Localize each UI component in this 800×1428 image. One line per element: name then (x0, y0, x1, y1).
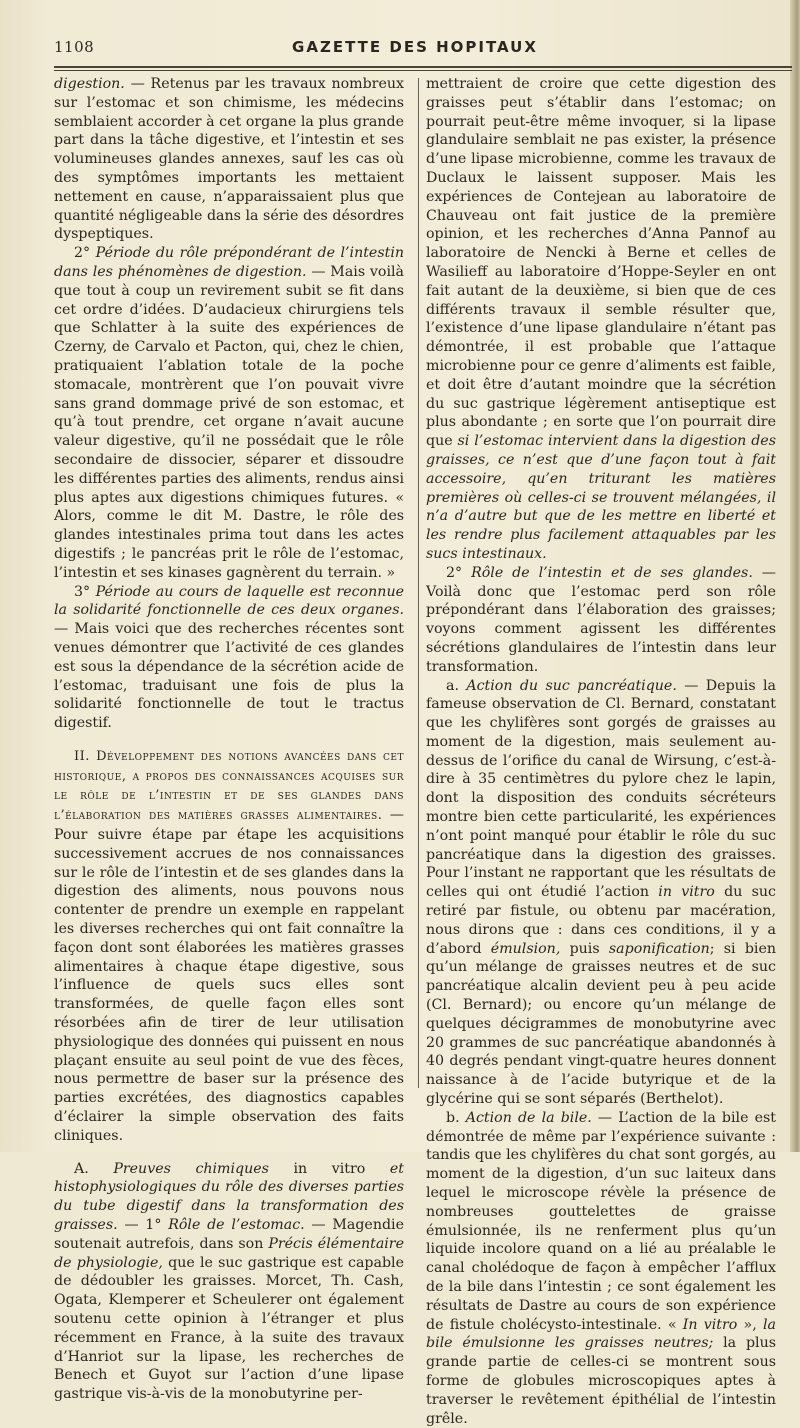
header-rule-thick (54, 66, 792, 68)
italic-text: In vitro (682, 1316, 738, 1333)
journal-title: GAZETTE DES HOPITAUX (292, 38, 538, 56)
paragraph-text: — Mais voici que des recherches récentes sont venues démontrer que l’activité de ces glandes est sous la dépendance de la sécrétion acide de l’estomac, traduisant une fois de plus la solidarité fonctionnelle de tout le tractus digestif. (54, 621, 404, 732)
paragraph-text: la plus grande partie de celles-ci se montrent sous forme de globules microscopiques aptes à traverser le revêtement épithélial de l’intestin grêle. (426, 1335, 776, 1427)
paragraph-number: 3° (74, 583, 96, 600)
paragraph-text: du suc retiré par fistule, ou obtenu par macération, nous dirons que : dans ces conditions, il y a d’abord (426, 884, 777, 957)
spacer (54, 1146, 404, 1160)
paragraph-letter: b. (446, 1109, 466, 1126)
page-header (54, 36, 776, 58)
italic-text: in vitro (658, 884, 715, 901)
paragraph-text: que le suc gastrique est capable de dédoubler les graisses. Morcet, Th. Cash, Ogata, Klemperer et Scheulerer ont également soutenu cette opinion à l’étranger et plus récemment en France, à la suite des travaux d’Hanriot sur la lipase, les recherches de Benech et Guyot sur l’action d’une lipase gastrique vis-à-vis de la monobutyrine per- (54, 1254, 404, 1403)
paragraph (426, 564, 776, 677)
paragraph-text: — L’action de la bile est démontrée de même par l’expérience suivante : tandis que les chylifères du chat sont gorgés, au moment de la digestion, d’un suc laiteux dans lequel le microscope révèle la présence de nombreuses gouttelettes de graisse émulsionnée, ils ne renferment plus qu’un liquide incolore quand on a lié au préalable le canal cholédoque de façon à empêcher l’afflux de la bile dans l’intestin ; ce sont également les résultats de Dastre au cours de son expérience de fistule cholécysto-intestinale. « (426, 1109, 776, 1333)
paragraph-text: — Magendie soutenait autrefois, dans son (54, 1217, 404, 1252)
paragraph-text: ; si bien qu’un mélange de graisses neutres et de suc pancréatique alcalin devient peu à peu acide (Cl. Bernard); ou encore qu’un mélange de quelques décigrammes de monobutyrine avec 20 grammes de suc pancréatique abandonnés à 40 degrés pendant vingt-quatre heures donnent naissance à de l’acide butyrique et de la glycérine qui se sont séparés (Berthelot). (426, 940, 776, 1108)
column-divider (418, 78, 419, 1088)
paragraph (426, 75, 776, 564)
paragraph-text: in vitro (268, 1160, 390, 1177)
paragraph (426, 677, 776, 1109)
italic-heading: Action de la bile. (465, 1109, 592, 1126)
italic-heading: Période du rôle prépondérant de l’intestin dans les phénomènes de digestion. (54, 245, 404, 280)
paragraph (54, 1160, 404, 1404)
page-number: 1108 (54, 38, 95, 56)
italic-heading: et histophysiologiques du rôle des diverses parties du tube digestif dans la transformation des graisses. (54, 1160, 404, 1234)
italic-title: Précis élémentaire de physiologie, (54, 1235, 404, 1271)
paragraph (54, 244, 404, 582)
paragraph-text: — Retenus par les travaux nombreux sur l’estomac et son chimisme, les médecins semblaient accorder à cet organe la plus grande part dans la tâche digestive, et l’intestin et ses volumineuses glandes annexes, sauf les cas où des symptômes importants les mettaient nettement en cause, n’apparaissaient plus que quantité négligeable dans la série des désordres dyspeptiques. (54, 76, 404, 243)
page-edge (790, 0, 800, 1152)
left-column (54, 75, 404, 1404)
paragraph-text: mettraient de croire que cette digestion des graisses peut s’établir dans l’estomac; on pourrait peut-être même invoquer, si la lipase glandulaire semblait ne pas exister, la présence d’une lipase microbienne, comme les travaux de Duclaux le laissent supposer. Mais les expériences de Contejean au laboratoire de Chauveau ont fait justice de la première opinion, et les recherches d’Anna Pannof au laboratoire de Nencki à Berne et celles de Wasilieff au laboratoire d’Hoppe-Seyler en ont fait autant de la deuxième, si bien que de ces différents travaux il semble résulter que, l’existence d’une lipase glandulaire n’étant pas démontrée, il est probable que l’attaque microbienne pour ce genre d’aliments est faible, et doit être d’autant moindre que la sécrétion du suc gastrique légèrement antiseptique est plus abondante ; en sorte que l’on pourrait dire que (426, 76, 776, 450)
spacer (54, 733, 404, 747)
italic-text: digestion. (54, 76, 125, 92)
paragraph-text: — Pour suivre étape par étape les acquisitions successivement accrues de nos connaissances sur le rôle de l’intestin et de ses glandes dans la digestion des aliments, nous pouvons nous contenter de prendre un exemple en rappelant les diverses recherches qui ont fait connaître la façon dont sont élaborées les matières grasses alimentaires à chaque étape digestive, sous l’influence de quels sucs elles sont transformées, de quelle façon elles sont résorbées afin de tirer de leur utilisation physiologique des données qui puissent en nous plaçant ensuite au seul point de vue des fèces, nous permettre de baser sur la présence des parties excrétées, des diagnostics capables d’éclairer la simple observation des faits cliniques. (54, 807, 404, 1144)
paragraph-text: — Mais voilà que tout à coup un revirement subit se fit dans cet ordre d’idées. D’audacieux chirurgiens tels que Schlatter à la suite des expériences de Czerny, de Carvalo et Pacton, qui, chez le chien, pratiquaient l’ablation totale de la poche stomacale, montrèrent que l’on pouvait vivre sans grand dommage privé de son estomac, et qu’à tout prendre, cet organe n’avait aucune valeur digestive, qu’il ne possédait que le rôle secondaire de dissocier, séparer et dissoudre les différentes parties des aliments, rendus ainsi plus aptes aux digestions chimiques futures. « Alors, comme le dit M. Dastre, le rôle des glandes intestinales prima tout dans les actes digestifs ; le pancréas prit le rôle de l’estomac, l’intestin et ses kinases gagnèrent du terrain. » (54, 263, 404, 581)
paragraph-text: — Voilà donc que l’estomac perd son rôle prépondérant dans l’élaboration des graisses; voyons comment agissent les différentes sécrétions glandulaires de l’intestin dans leur transformation. (426, 564, 776, 675)
paragraph (426, 1109, 776, 1428)
italic-text: saponification (608, 940, 710, 957)
paragraph (54, 583, 404, 733)
paragraph-text: — 1° (117, 1217, 169, 1234)
paragraph-number: 2° (74, 245, 96, 262)
paragraph-text: », (737, 1316, 763, 1333)
paragraph (54, 75, 404, 244)
paragraph-number: 2° (446, 564, 472, 581)
paragraph-text: — Depuis la fameuse observation de Cl. Bernard, constatant que les chylifères sont gorgés de graisses au moment de la digestion, mais seulement au-dessus de l’orifice du canal de Wirsung, c’est-à-dire à 35 centimètres du pylore chez le lapin, dont la disposition des conduits sécréteurs montre bien cette particularité, les expériences n’ont point manqué pour établir le rôle du suc pancréatique dans la digestion des graisses. Pour l’instant ne rapportant que les résultats de celles qui ont étudié l’action (426, 677, 776, 901)
italic-heading: Action du suc pancréatique. (466, 677, 677, 694)
paragraph-text: puis (560, 940, 609, 957)
italic-heading: Rôle de l’estomac. (168, 1217, 305, 1234)
paragraph-letter: a. (446, 677, 467, 694)
italic-heading: Preuves chimiques (113, 1160, 269, 1177)
header-rule-thin (54, 70, 792, 71)
italic-text: si l’estomac intervient dans la digestion des graisses, ce n’est que d’une façon tout à fait accessoire, qu’en triturant les matières premières où celles-ci se trouvent mélangées, il n’a d’autre but que de les mettre en liberté et les rendre plus facilement attaquables par les sucs intestinaux. (426, 433, 776, 562)
italic-text: émulsion, (490, 940, 561, 957)
italic-heading: Rôle de l’intestin et de ses glandes. (471, 564, 753, 581)
italic-text: la bile émulsionne les graisses neutres; (426, 1316, 776, 1352)
italic-heading: Période au cours de laquelle est reconnue la solidarité fonctionnelle de ces deux organes. (54, 583, 404, 619)
right-column (426, 75, 776, 1428)
section-paragraph (54, 747, 404, 1146)
paragraph-letter: A. (74, 1160, 114, 1177)
section-heading: II. Développement des notions avancées dans cet historique, a propos des connaissances acquises sur le rôle de l’intestin et de ses glandes dans l’élaboration des matières grasses alimentaires. (54, 748, 404, 824)
